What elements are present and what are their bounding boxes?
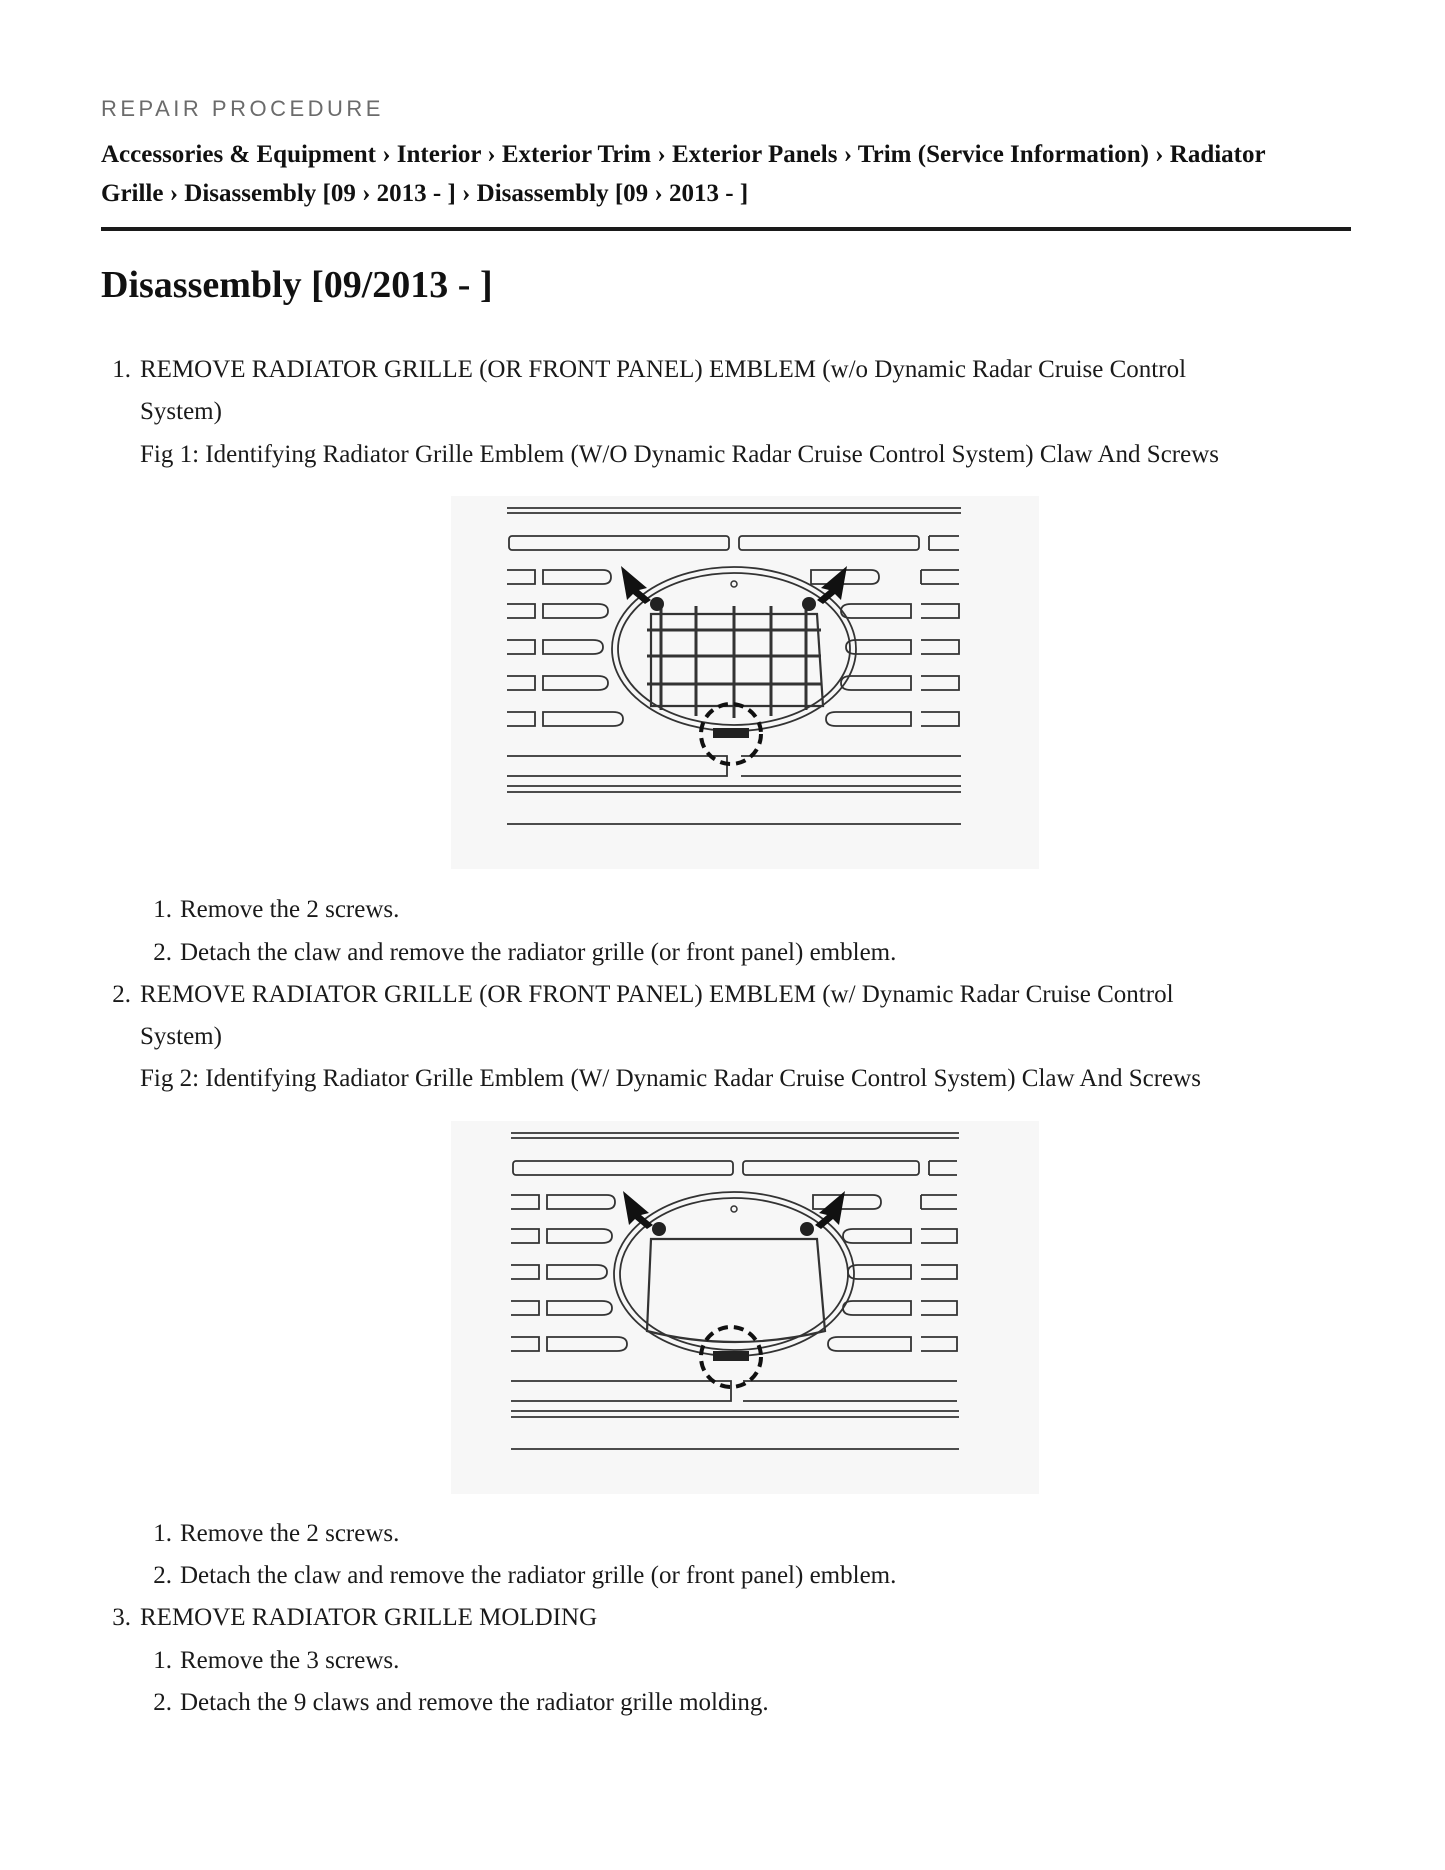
substep-number: 1. (153, 1520, 172, 1547)
substep-number: 1. (153, 1647, 172, 1674)
page-title: Disassembly [09/2013 - ] (101, 264, 493, 306)
figure-caption: Fig 2: Identifying Radiator Grille Emblem (W/ Dynamic Radar Cruise Control System) Claw And Screws (140, 1065, 1201, 1092)
substep-number: 2. (153, 1689, 172, 1716)
substep-number: 2. (153, 1562, 172, 1589)
substep-text: Remove the 2 screws. (180, 896, 400, 923)
step-heading: REMOVE RADIATOR GRILLE (OR FRONT PANEL) EMBLEM (w/ Dynamic Radar Cruise Control (140, 981, 1174, 1008)
figure-2-grille-diagram (451, 1121, 1039, 1494)
step-number: 2. (112, 981, 131, 1008)
substep-number: 1. (153, 896, 172, 923)
substep-text: Detach the claw and remove the radiator grille (or front panel) emblem. (180, 1562, 897, 1589)
breadcrumb-line-2[interactable]: Grille › Disassembly [09 › 2013 - ] › Disassembly [09 › 2013 - ] (101, 180, 749, 207)
breadcrumb (101, 135, 1351, 213)
figure-caption: Fig 1: Identifying Radiator Grille Emblem (W/O Dynamic Radar Cruise Control System) Claw And Screws (140, 441, 1219, 468)
substep-number: 2. (153, 939, 172, 966)
substep-text: Remove the 3 screws. (180, 1647, 400, 1674)
step-number: 1. (112, 356, 131, 383)
breadcrumb-line-1[interactable]: Accessories & Equipment › Interior › Exterior Trim › Exterior Panels › Trim (Service Information) › Radiator (101, 141, 1266, 168)
step-heading-continued: System) (140, 1023, 222, 1050)
step-heading: REMOVE RADIATOR GRILLE (OR FRONT PANEL) EMBLEM (w/o Dynamic Radar Cruise Control (140, 356, 1187, 383)
figure-1-grille-diagram (451, 496, 1039, 869)
grille-emblem-illustration (451, 1121, 1039, 1494)
grille-emblem-illustration (451, 496, 1039, 869)
header-divider (101, 227, 1351, 231)
substep-text: Detach the claw and remove the radiator grille (or front panel) emblem. (180, 939, 897, 966)
step-heading-continued: System) (140, 398, 222, 425)
section-label: REPAIR PROCEDURE (101, 96, 384, 121)
substep-text: Detach the 9 claws and remove the radiator grille molding. (180, 1689, 769, 1716)
step-heading: REMOVE RADIATOR GRILLE MOLDING (140, 1604, 598, 1631)
step-number: 3. (112, 1604, 131, 1631)
substep-text: Remove the 2 screws. (180, 1520, 400, 1547)
